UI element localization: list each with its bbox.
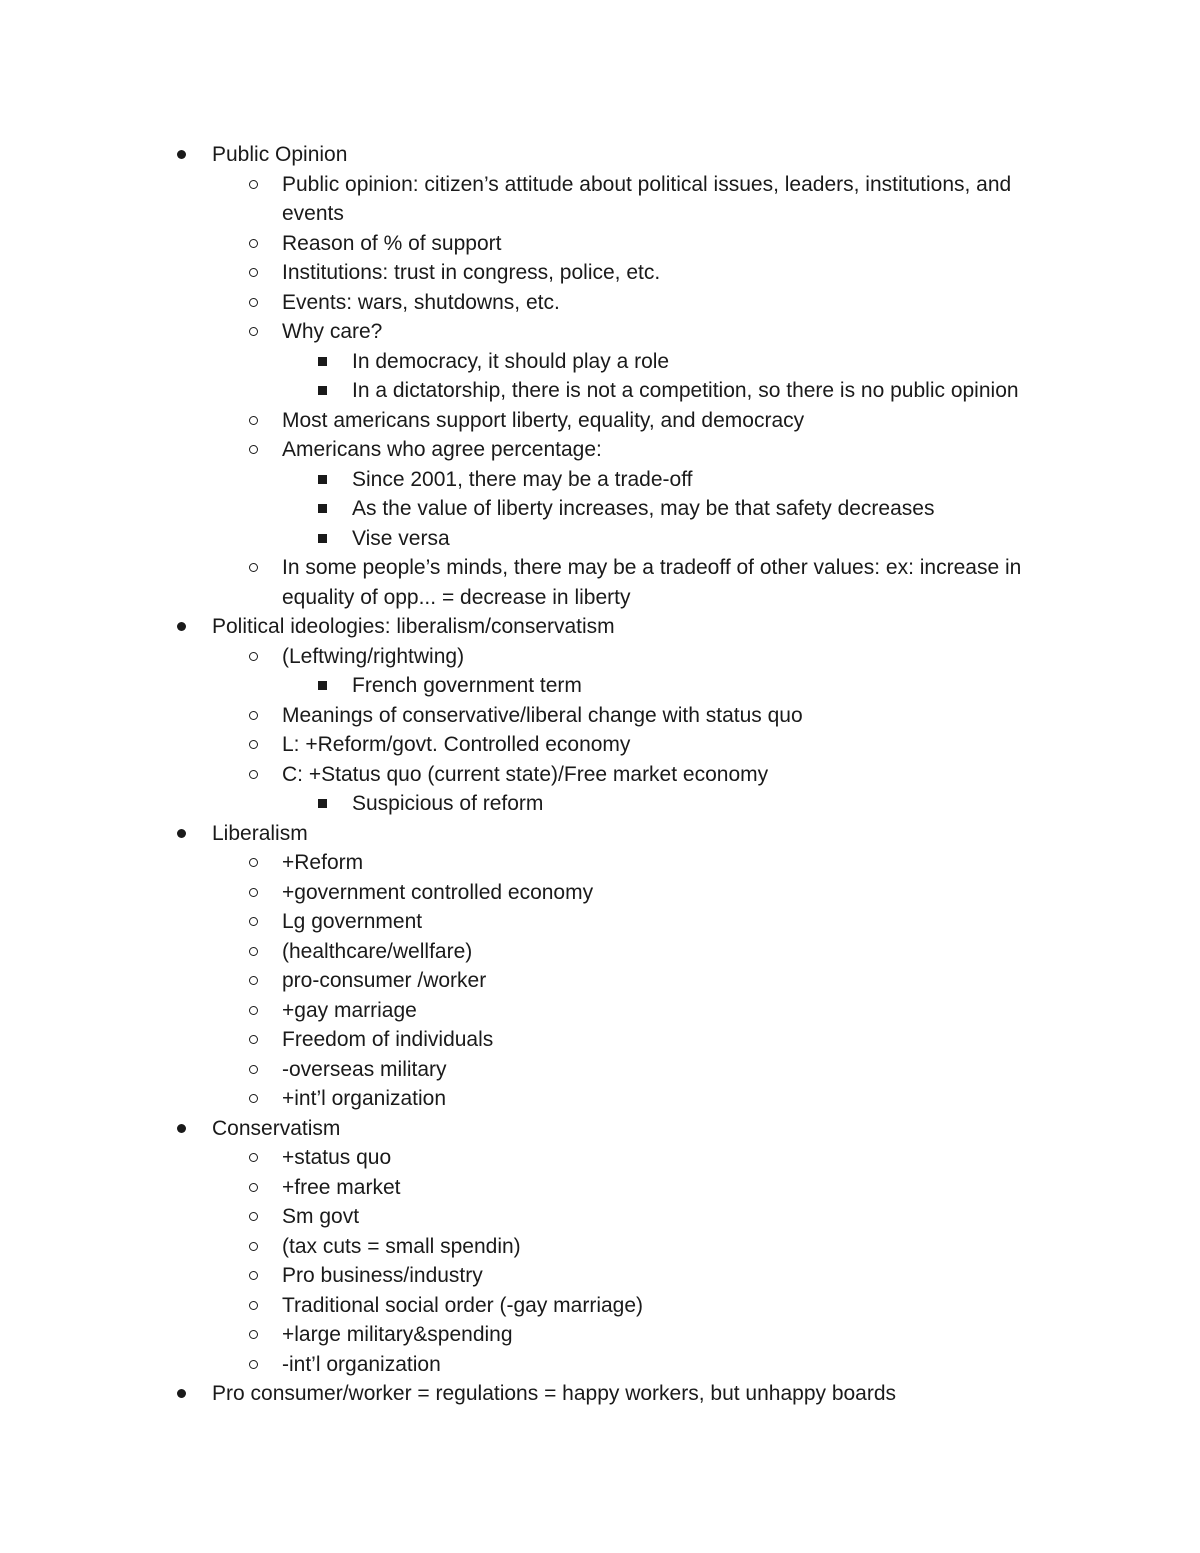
bullet-circle-icon: [249, 258, 258, 288]
bullet-circle-icon: [249, 170, 258, 200]
list-item: [0, 671, 1200, 701]
bullet-circle-icon: [249, 1202, 258, 1232]
bullet-square-icon: [318, 671, 327, 701]
bullet-circle-icon: [249, 406, 258, 436]
item-text: +government controlled economy: [282, 880, 594, 904]
bullet-circle-icon: [249, 966, 258, 996]
list-item: [0, 229, 1200, 259]
list-item: [0, 494, 1200, 524]
item-text: Americans who agree percentage:: [282, 438, 602, 461]
bullet-circle-icon: [249, 907, 258, 937]
list-item: [0, 612, 1200, 642]
list-item: [0, 553, 1200, 612]
bullet-square-icon: [318, 376, 327, 406]
list-item: [0, 760, 1200, 790]
list-item: [0, 701, 1200, 731]
list-item: [0, 1173, 1200, 1203]
list-item: [0, 1025, 1200, 1055]
bullet-circle-icon: [249, 642, 258, 672]
item-text: Liberalism: [212, 821, 308, 845]
bullet-dot-icon: [177, 819, 186, 849]
list-item: [0, 937, 1200, 967]
item-text: Public opinion: citizen’s attitude about political issues, leaders, institutions, and events: [282, 172, 1012, 225]
bullet-circle-icon: [249, 760, 258, 790]
item-text: Vise versa: [352, 526, 450, 550]
list-item: [0, 789, 1200, 819]
list-item: [0, 1114, 1200, 1144]
list-item: [0, 1232, 1200, 1262]
list-item: [0, 317, 1200, 347]
item-text: L: +Reform/govt. Controlled economy: [282, 733, 631, 756]
bullet-circle-icon: [249, 553, 258, 583]
bullet-circle-icon: [249, 1261, 258, 1291]
item-text: Traditional social order (-gay marriage): [282, 1293, 644, 1317]
list-item: [0, 288, 1200, 318]
item-text: (tax cuts = small spendin): [282, 1234, 521, 1258]
list-item: [0, 140, 1200, 170]
list-item: [0, 907, 1200, 937]
list-item: [0, 1055, 1200, 1085]
bullet-circle-icon: [249, 1143, 258, 1173]
item-text: Most americans support liberty, equality, and democracy: [282, 408, 805, 432]
bullet-circle-icon: [249, 229, 258, 259]
list-item: [0, 435, 1200, 465]
item-text: Since 2001, there may be a trade-off: [352, 467, 693, 491]
bullet-circle-icon: [249, 1350, 258, 1380]
item-text: pro-consumer /worker: [282, 969, 487, 992]
item-text: Freedom of individuals: [282, 1028, 494, 1051]
bullet-circle-icon: [249, 1084, 258, 1114]
list-item: [0, 1291, 1200, 1321]
list-item: [0, 819, 1200, 849]
list-item: [0, 1320, 1200, 1350]
list-item: [0, 406, 1200, 436]
item-text: +gay marriage: [282, 998, 417, 1022]
list-item: [0, 258, 1200, 288]
item-text: +status quo: [282, 1146, 392, 1169]
document-page: [0, 140, 1200, 1409]
item-text: Sm govt: [282, 1205, 360, 1228]
bullet-circle-icon: [249, 937, 258, 967]
item-text: +large military&spending: [282, 1323, 513, 1346]
bullet-circle-icon: [249, 848, 258, 878]
list-item: [0, 170, 1200, 229]
list-item: [0, 1084, 1200, 1114]
bullet-square-icon: [318, 465, 327, 495]
list-item: [0, 1143, 1200, 1173]
list-item: [0, 996, 1200, 1026]
item-text: C: +Status quo (current state)/Free market economy: [282, 762, 769, 786]
item-text: Pro consumer/worker = regulations = happy workers, but unhappy boards: [212, 1382, 897, 1405]
item-text: As the value of liberty increases, may be that safety decreases: [352, 497, 935, 520]
item-text: -overseas military: [282, 1057, 447, 1081]
item-text: Pro business/industry: [282, 1264, 483, 1287]
bullet-square-icon: [318, 789, 327, 819]
list-item: [0, 730, 1200, 760]
list-item: [0, 966, 1200, 996]
item-text: Conservatism: [212, 1116, 341, 1140]
bullet-circle-icon: [249, 1173, 258, 1203]
item-text: In a dictatorship, there is not a competition, so there is no public opinion: [352, 379, 1019, 402]
item-text: (healthcare/wellfare): [282, 939, 473, 963]
item-text: Reason of % of support: [282, 231, 502, 255]
item-text: Lg government: [282, 910, 423, 933]
list-item: [0, 848, 1200, 878]
bullet-circle-icon: [249, 435, 258, 465]
bullet-dot-icon: [177, 140, 186, 170]
item-text: Suspicious of reform: [352, 792, 544, 815]
bullet-dot-icon: [177, 612, 186, 642]
item-text: Meanings of conservative/liberal change with status quo: [282, 703, 803, 727]
bullet-circle-icon: [249, 1025, 258, 1055]
item-text: +int’l organization: [282, 1087, 447, 1110]
item-text: Institutions: trust in congress, police, etc.: [282, 261, 661, 284]
item-text: French government term: [352, 674, 582, 697]
list-item: [0, 347, 1200, 377]
list-item: [0, 1350, 1200, 1380]
item-text: Political ideologies: liberalism/conservatism: [212, 615, 615, 638]
item-text: In democracy, it should play a role: [352, 349, 670, 373]
item-text: Public Opinion: [212, 143, 348, 166]
item-text: +Reform: [282, 851, 364, 874]
bullet-circle-icon: [249, 288, 258, 318]
item-text: Events: wars, shutdowns, etc.: [282, 290, 560, 314]
bullet-circle-icon: [249, 1320, 258, 1350]
item-text: -int’l organization: [282, 1352, 441, 1376]
bullet-circle-icon: [249, 1291, 258, 1321]
bullet-dot-icon: [177, 1379, 186, 1409]
bullet-dot-icon: [177, 1114, 186, 1144]
list-item: [0, 1202, 1200, 1232]
list-item: [0, 524, 1200, 554]
bullet-circle-icon: [249, 996, 258, 1026]
list-item: [0, 1379, 1200, 1409]
bullet-square-icon: [318, 347, 327, 377]
list-item: [0, 1261, 1200, 1291]
bullet-circle-icon: [249, 878, 258, 908]
bullet-square-icon: [318, 494, 327, 524]
list-item: [0, 878, 1200, 908]
item-text: Why care?: [282, 320, 383, 343]
item-text: (Leftwing/rightwing): [282, 644, 465, 668]
bullet-square-icon: [318, 524, 327, 554]
list-item: [0, 376, 1200, 406]
list-item: [0, 642, 1200, 672]
item-text: +free market: [282, 1175, 401, 1199]
bullet-circle-icon: [249, 317, 258, 347]
bullet-circle-icon: [249, 730, 258, 760]
item-text: In some people’s minds, there may be a tradeoff of other values: ex: increase in equality of opp... = decrease in liberty: [282, 556, 1022, 609]
bullet-circle-icon: [249, 701, 258, 731]
list-item: [0, 465, 1200, 495]
bullet-circle-icon: [249, 1232, 258, 1262]
bullet-circle-icon: [249, 1055, 258, 1085]
